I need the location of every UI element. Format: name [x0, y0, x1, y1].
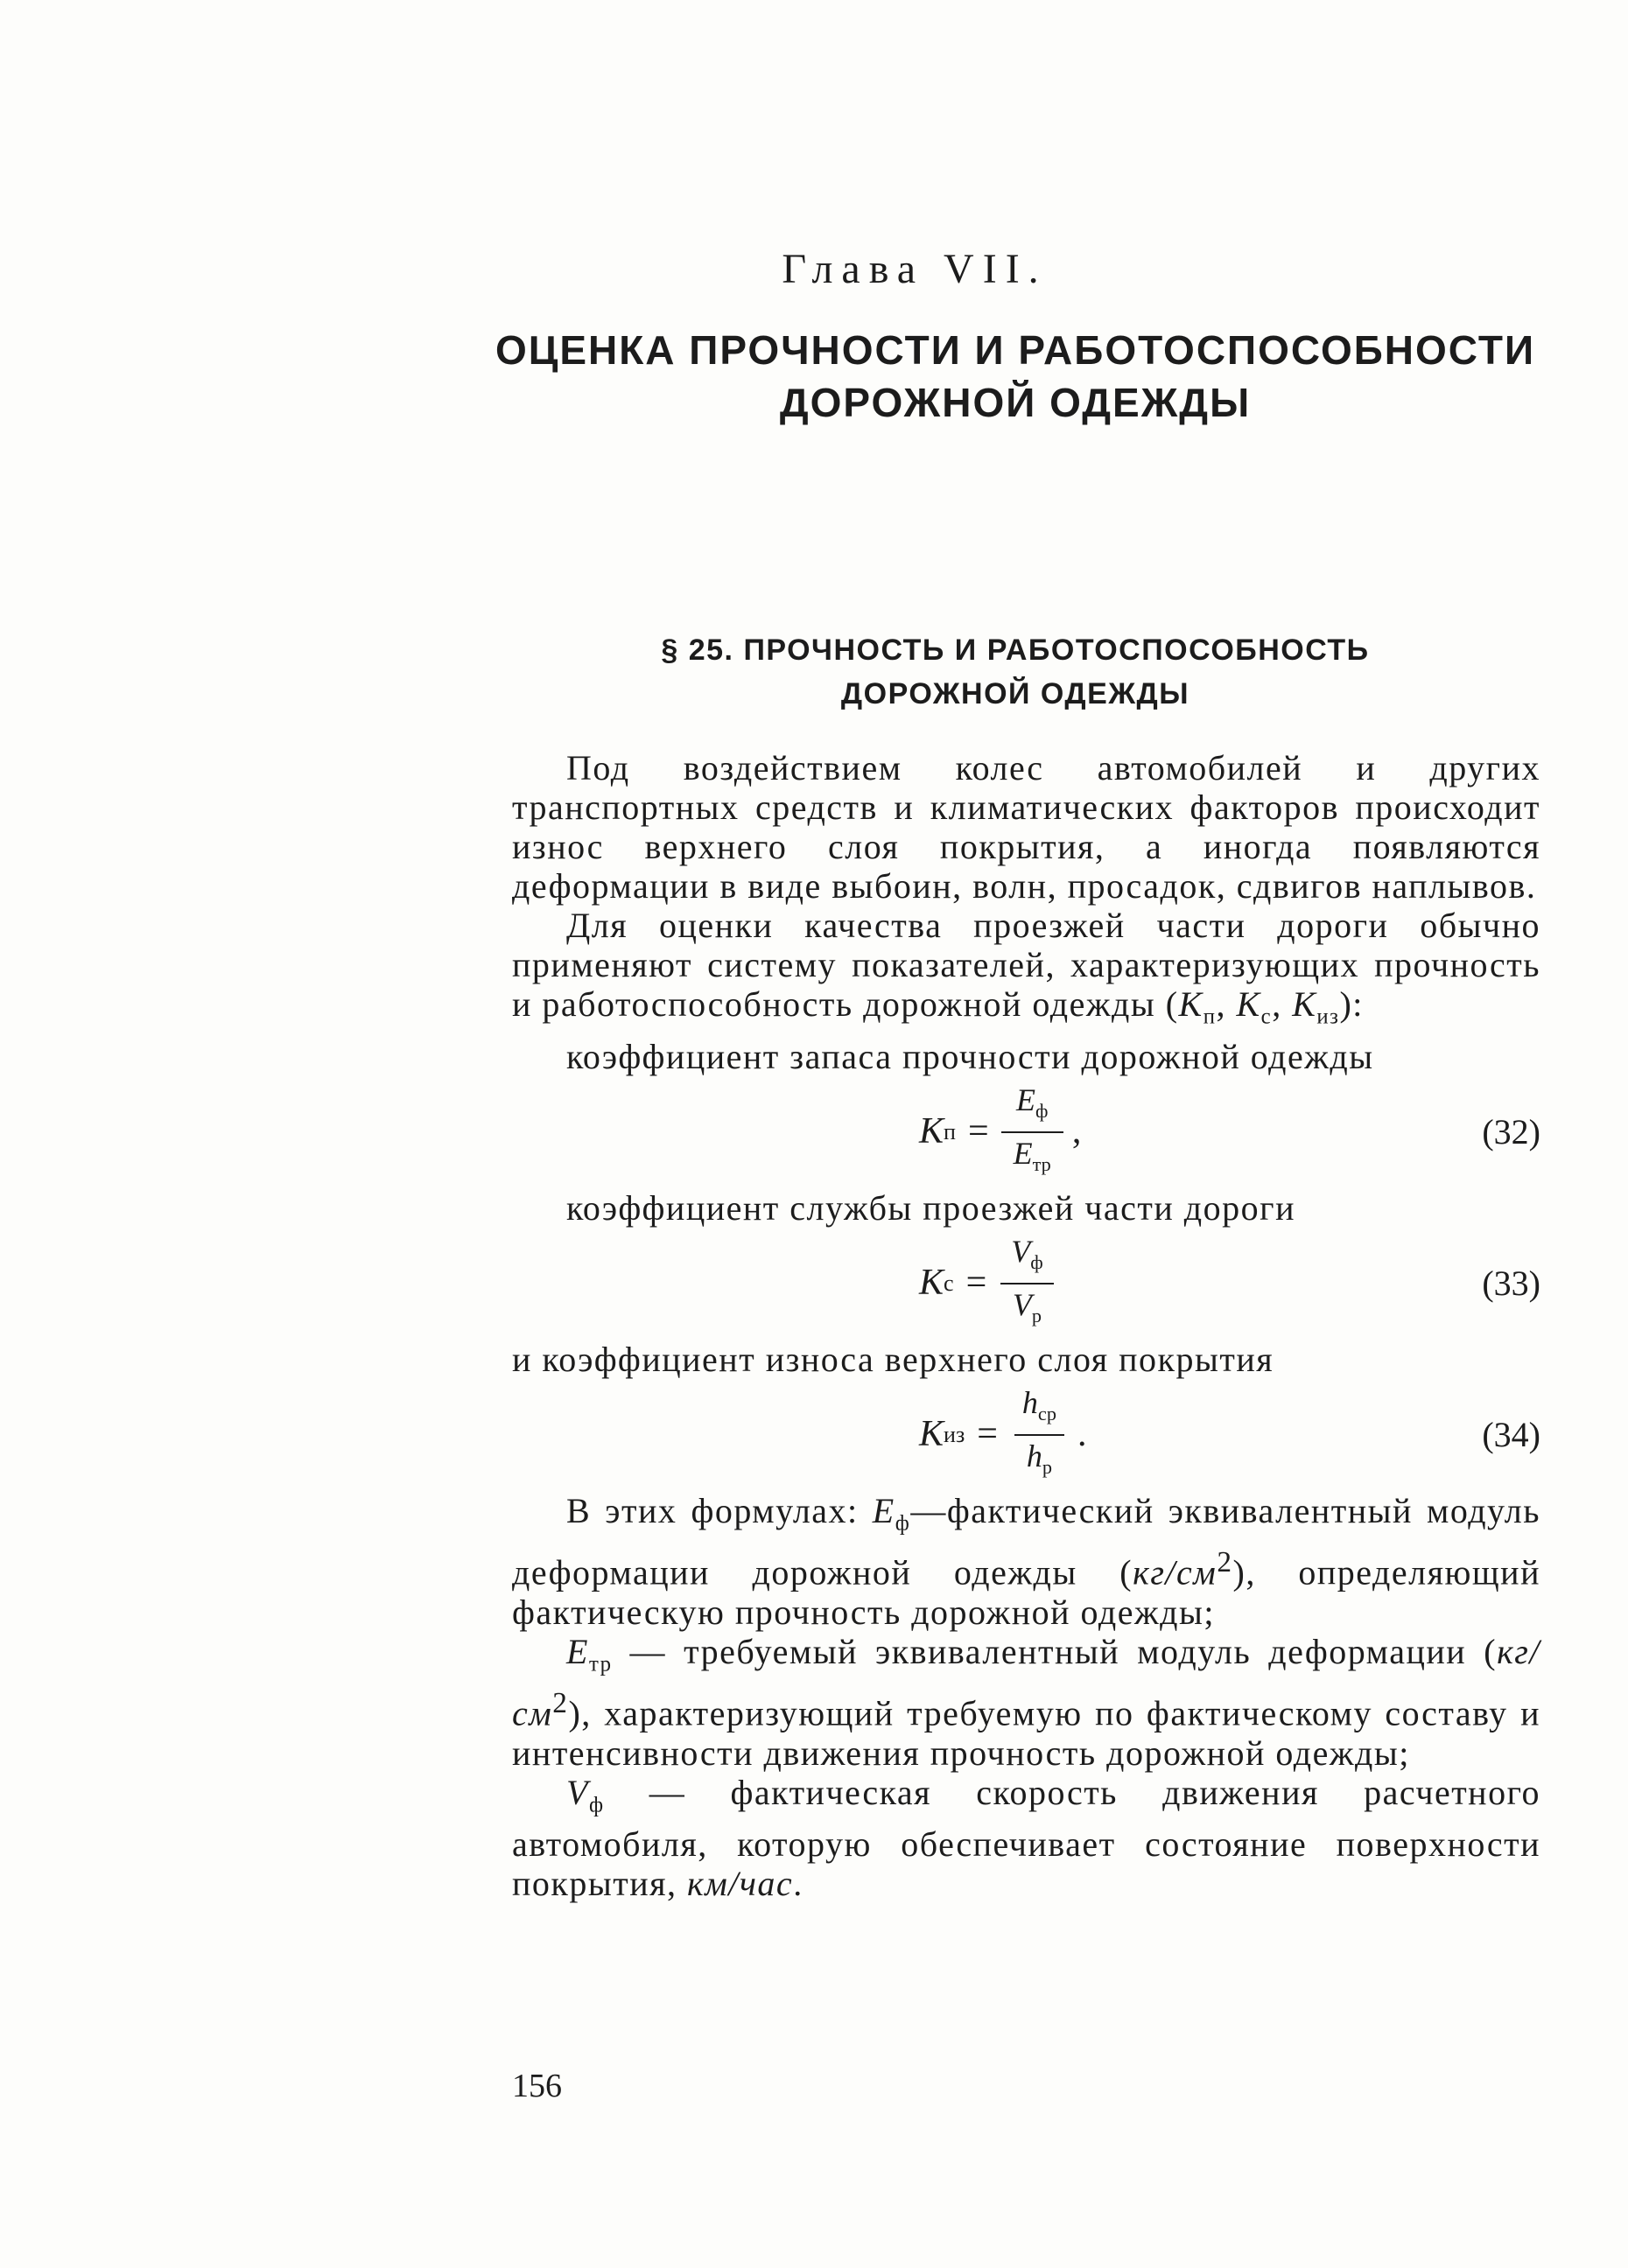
- denominator-symbol: h: [1026, 1438, 1042, 1474]
- numerator-symbol: h: [1021, 1384, 1038, 1420]
- definition-text: — требуемый эквивалентный модуль деформации (: [612, 1631, 1498, 1671]
- section-title: [604, 628, 1427, 716]
- formula-lhs: K: [919, 1263, 944, 1304]
- numerator: [1010, 1382, 1069, 1434]
- equals-sign: =: [977, 1414, 998, 1455]
- separator: ,: [1216, 984, 1237, 1024]
- denominator: [1001, 1131, 1063, 1185]
- denominator-sub: р: [1042, 1455, 1053, 1478]
- chapter-title-line2: ДОРОЖНОЙ ОДЕЖДЫ: [779, 380, 1252, 425]
- denominator: [1000, 1283, 1054, 1336]
- formula-expression: [919, 1379, 1086, 1491]
- numerator: [1004, 1080, 1060, 1131]
- superscript: 2: [1217, 1546, 1233, 1579]
- equals-sign: =: [965, 1263, 987, 1304]
- closing-text: ):: [1339, 984, 1364, 1024]
- separator: ,: [1272, 984, 1293, 1024]
- denominator-symbol: V: [1012, 1286, 1032, 1322]
- formula-punctuation: .: [1077, 1414, 1087, 1455]
- formula-punctuation: ,: [1071, 1111, 1082, 1152]
- lead-in-33: коэффициент службы проезжей части дороги: [566, 1187, 1295, 1228]
- symbol-e: E: [566, 1631, 589, 1671]
- superscript: 2: [552, 1687, 569, 1720]
- definition-rest: ), характеризующий требуемую по фактическому составу и интенсивности движения прочность дорожной одежды;: [512, 1693, 1540, 1773]
- definition-e-tr: [512, 1632, 1540, 1773]
- denominator-symbol: E: [1013, 1135, 1033, 1171]
- equation-number: (33): [1482, 1264, 1540, 1304]
- numerator-symbol: V: [1011, 1233, 1031, 1269]
- section-title-line2: ДОРОЖНОЙ ОДЕЖДЫ: [840, 677, 1190, 710]
- numerator: [999, 1231, 1055, 1283]
- subscript: ф: [895, 1511, 911, 1536]
- fraction: [999, 1231, 1055, 1336]
- fraction: [1001, 1080, 1063, 1185]
- unit: кг/см: [1133, 1552, 1217, 1592]
- definition-text: — фактическая скорость движения расчетного автомобиля, которую обеспечивает состояние поверхности покрытия,: [512, 1772, 1540, 1904]
- denominator-sub: тр: [1032, 1152, 1051, 1175]
- formula-lhs-sub: п: [944, 1119, 956, 1145]
- numerator-symbol: E: [1016, 1082, 1035, 1117]
- subscript: ф: [588, 1793, 605, 1817]
- formula-expression: [919, 1228, 1064, 1340]
- equation-number: (34): [1482, 1415, 1540, 1455]
- body-text: [512, 748, 1540, 1903]
- fraction: [1010, 1382, 1069, 1488]
- definition-end: .: [793, 1864, 803, 1904]
- numerator-sub: ср: [1037, 1402, 1056, 1424]
- formula-32: [512, 1076, 1540, 1188]
- lead-in-32: коэффициент запаса прочности дорожной одежды: [566, 1036, 1374, 1076]
- chapter-title-line1: ОЦЕНКА ПРОЧНОСТИ И РАБОТОСПОСОБНОСТИ: [495, 327, 1536, 373]
- paragraph-1: Под воздействием колес автомобилей и других транспортных средств и климатических факторов происходит износ верхнего слоя покрытия, а иногда появляются деформации в виде выбоин, волн, просадок, сдвигов наплывов.: [512, 748, 1540, 906]
- formula-expression: [919, 1076, 1081, 1188]
- equation-number: (32): [1482, 1112, 1540, 1152]
- definition-rest: ), определяющий фактическую прочность дорожной одежды;: [512, 1552, 1540, 1632]
- formula-lhs: K: [919, 1111, 944, 1152]
- page-number: 156: [512, 2068, 562, 2104]
- equals-sign: =: [967, 1111, 989, 1152]
- formula-33: [512, 1228, 1540, 1340]
- numerator-sub: ф: [1035, 1099, 1049, 1122]
- formula-lhs-sub: с: [944, 1270, 954, 1297]
- numerator-sub: ф: [1030, 1250, 1043, 1273]
- subscript: с: [1260, 1004, 1273, 1029]
- subscript: из: [1316, 1004, 1340, 1029]
- symbol-k: K: [1236, 984, 1261, 1024]
- definition-prefix: В этих формулах:: [566, 1490, 873, 1530]
- formula-lhs: K: [919, 1414, 944, 1455]
- unit: кг/см: [512, 1631, 1540, 1733]
- formula-34: [512, 1379, 1540, 1491]
- definition-v-f: [512, 1773, 1540, 1904]
- symbol-e: E: [872, 1490, 895, 1530]
- definition-text: —фактический эквивалентный модуль деформации дорожной одежды (: [512, 1490, 1540, 1592]
- formula-lhs-sub: из: [944, 1422, 965, 1448]
- symbol-k: K: [1292, 984, 1317, 1024]
- symbol-v: V: [566, 1772, 589, 1812]
- unit: км/час: [687, 1864, 794, 1904]
- paragraph-2: [512, 906, 1540, 1037]
- section-title-line1: § 25. ПРОЧНОСТЬ И РАБОТОСПОСОБНОСТЬ: [661, 634, 1370, 667]
- definition-e-f: [512, 1491, 1540, 1632]
- denominator: [1014, 1434, 1064, 1488]
- chapter-title: [490, 324, 1540, 429]
- lead-in-34: и коэффициент износа верхнего слоя покрытия: [512, 1339, 1274, 1379]
- paragraph-2-text: Для оценки качества проезжей части дороги обычно применяют систему показателей, характеризующих прочность и работоспособность дорожной одежды (: [512, 906, 1540, 1024]
- subscript: п: [1203, 1004, 1217, 1029]
- denominator-sub: р: [1031, 1304, 1042, 1326]
- subscript: тр: [588, 1652, 613, 1676]
- chapter-label: Глава VII.: [782, 246, 1048, 292]
- symbol-k: K: [1178, 984, 1203, 1024]
